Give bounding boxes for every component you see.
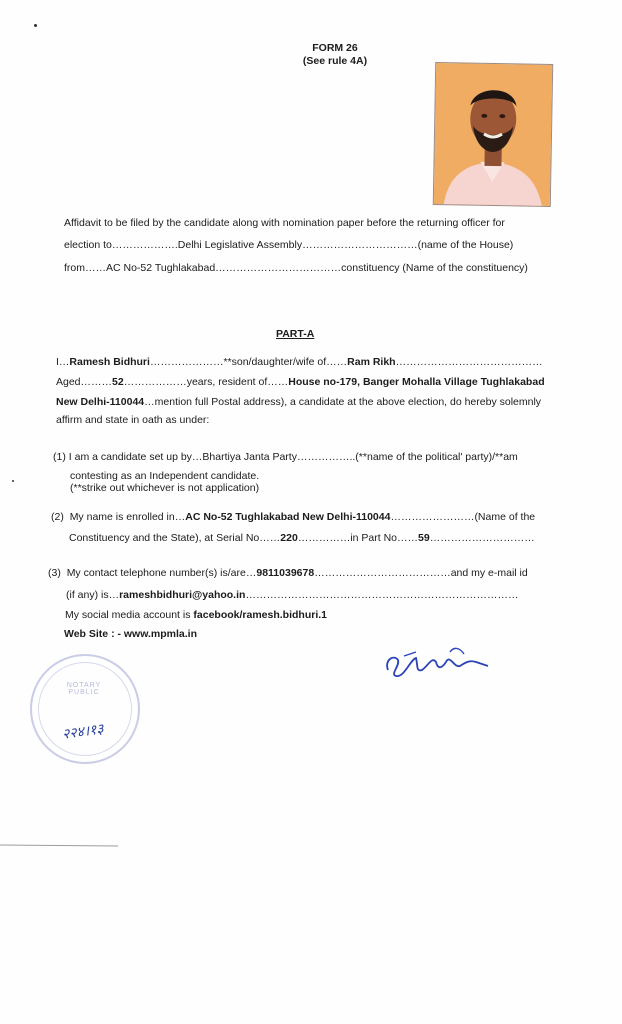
item-3-number: (3): [48, 567, 61, 579]
form-header: [250, 42, 420, 68]
item-3: [48, 567, 528, 580]
age-line: [56, 376, 545, 389]
intro-line-1: Affidavit to be filed by the candidate along with nomination paper before the returning officer for: [64, 217, 505, 229]
notary-initials: २२४।१३: [61, 721, 105, 743]
serial-number: 220: [280, 532, 298, 544]
part-number: 59: [418, 532, 430, 544]
candidate-signature: [380, 640, 495, 685]
scan-mark: [12, 480, 14, 482]
email-label-text: …………………………………and my e-mail id: [314, 567, 528, 579]
dots: …………………: [149, 356, 224, 368]
email-address: rameshbidhuri@yahoo.in: [119, 589, 246, 601]
postal-text: …mention full Postal address), a candidate at the above election, do hereby solemnly: [144, 396, 542, 408]
dots: ……………………………………………………………………: [245, 589, 519, 601]
scan-mark: [34, 24, 37, 27]
dots: …………………………: [429, 532, 535, 544]
social-account: facebook/ramesh.bidhuri.1: [193, 609, 328, 621]
part-text: ……………in Part No……: [297, 532, 418, 544]
item-1-line-2: contesting as an Independent candidate.: [70, 470, 260, 482]
item-2-line-2: [69, 532, 535, 545]
phone-number: 9811039678: [256, 567, 315, 579]
father-name: Ram Rikh: [347, 356, 396, 368]
item-2-post: ……………………(Name of the: [390, 511, 536, 523]
form-rule: (See rule 4A): [302, 55, 368, 67]
item-1-line-3: (**strike out whichever is not application): [70, 482, 260, 494]
part-a-heading: PART-A: [276, 328, 315, 340]
candidate-portrait-image: [434, 63, 552, 206]
serial-text: Constituency and the State), at Serial No……: [69, 532, 281, 544]
notary-seal: [30, 654, 140, 764]
social-line: [65, 609, 327, 622]
email-pre: (if any) is…: [66, 589, 120, 601]
resident-text: years, resident of……: [186, 376, 289, 388]
item-2-pre: My name is enrolled in…: [69, 511, 186, 523]
intro-line-2: election to……………….Delhi Legislative Assembly……………………………(name of the House): [64, 239, 514, 251]
item-2-number: (2): [51, 511, 64, 523]
item-1-number: (1): [53, 451, 66, 463]
candidate-name: Ramesh Bidhuri: [69, 356, 150, 368]
dots: ………………: [123, 376, 187, 388]
dots: ……………………………………: [395, 356, 543, 368]
candidate-photo: [433, 62, 553, 207]
email-line: [66, 589, 518, 602]
website-line: Web Site : - www.mpmla.in: [64, 628, 198, 640]
page-edge-line: [0, 844, 118, 846]
aged-text: Aged………: [56, 376, 113, 388]
intro-line-3: from……AC No-52 Tughlakabad………………………………constituency (Name of the constituency): [64, 262, 528, 274]
enrolled-constituency: AC No-52 Tughlakabad New Delhi-110044: [185, 511, 391, 523]
address-line: [56, 396, 541, 409]
notary-seal-text: NOTARY PUBLIC: [66, 682, 102, 696]
item-1: [53, 451, 518, 464]
text-i: I…: [56, 356, 70, 368]
affirm-line: affirm and state in oath as under:: [56, 414, 210, 426]
relation-text: **son/daughter/wife of……: [223, 356, 348, 368]
phone-text: My contact telephone number(s) is/are…: [66, 567, 257, 579]
form-title: FORM 26: [312, 42, 358, 54]
declarant-line: [56, 356, 543, 369]
social-pre: My social media account is: [65, 609, 194, 621]
item-2: [51, 511, 535, 524]
item-1-line-1: I am a candidate set up by…Bhartiya Janta Party……………..(**name of the political' party)/**am: [68, 451, 518, 463]
candidate-age: 52: [112, 376, 124, 388]
address-line-2: New Delhi-110044: [56, 396, 145, 408]
address-line-1: House no-179, Banger Mohalla Village Tughlakabad: [288, 376, 545, 388]
